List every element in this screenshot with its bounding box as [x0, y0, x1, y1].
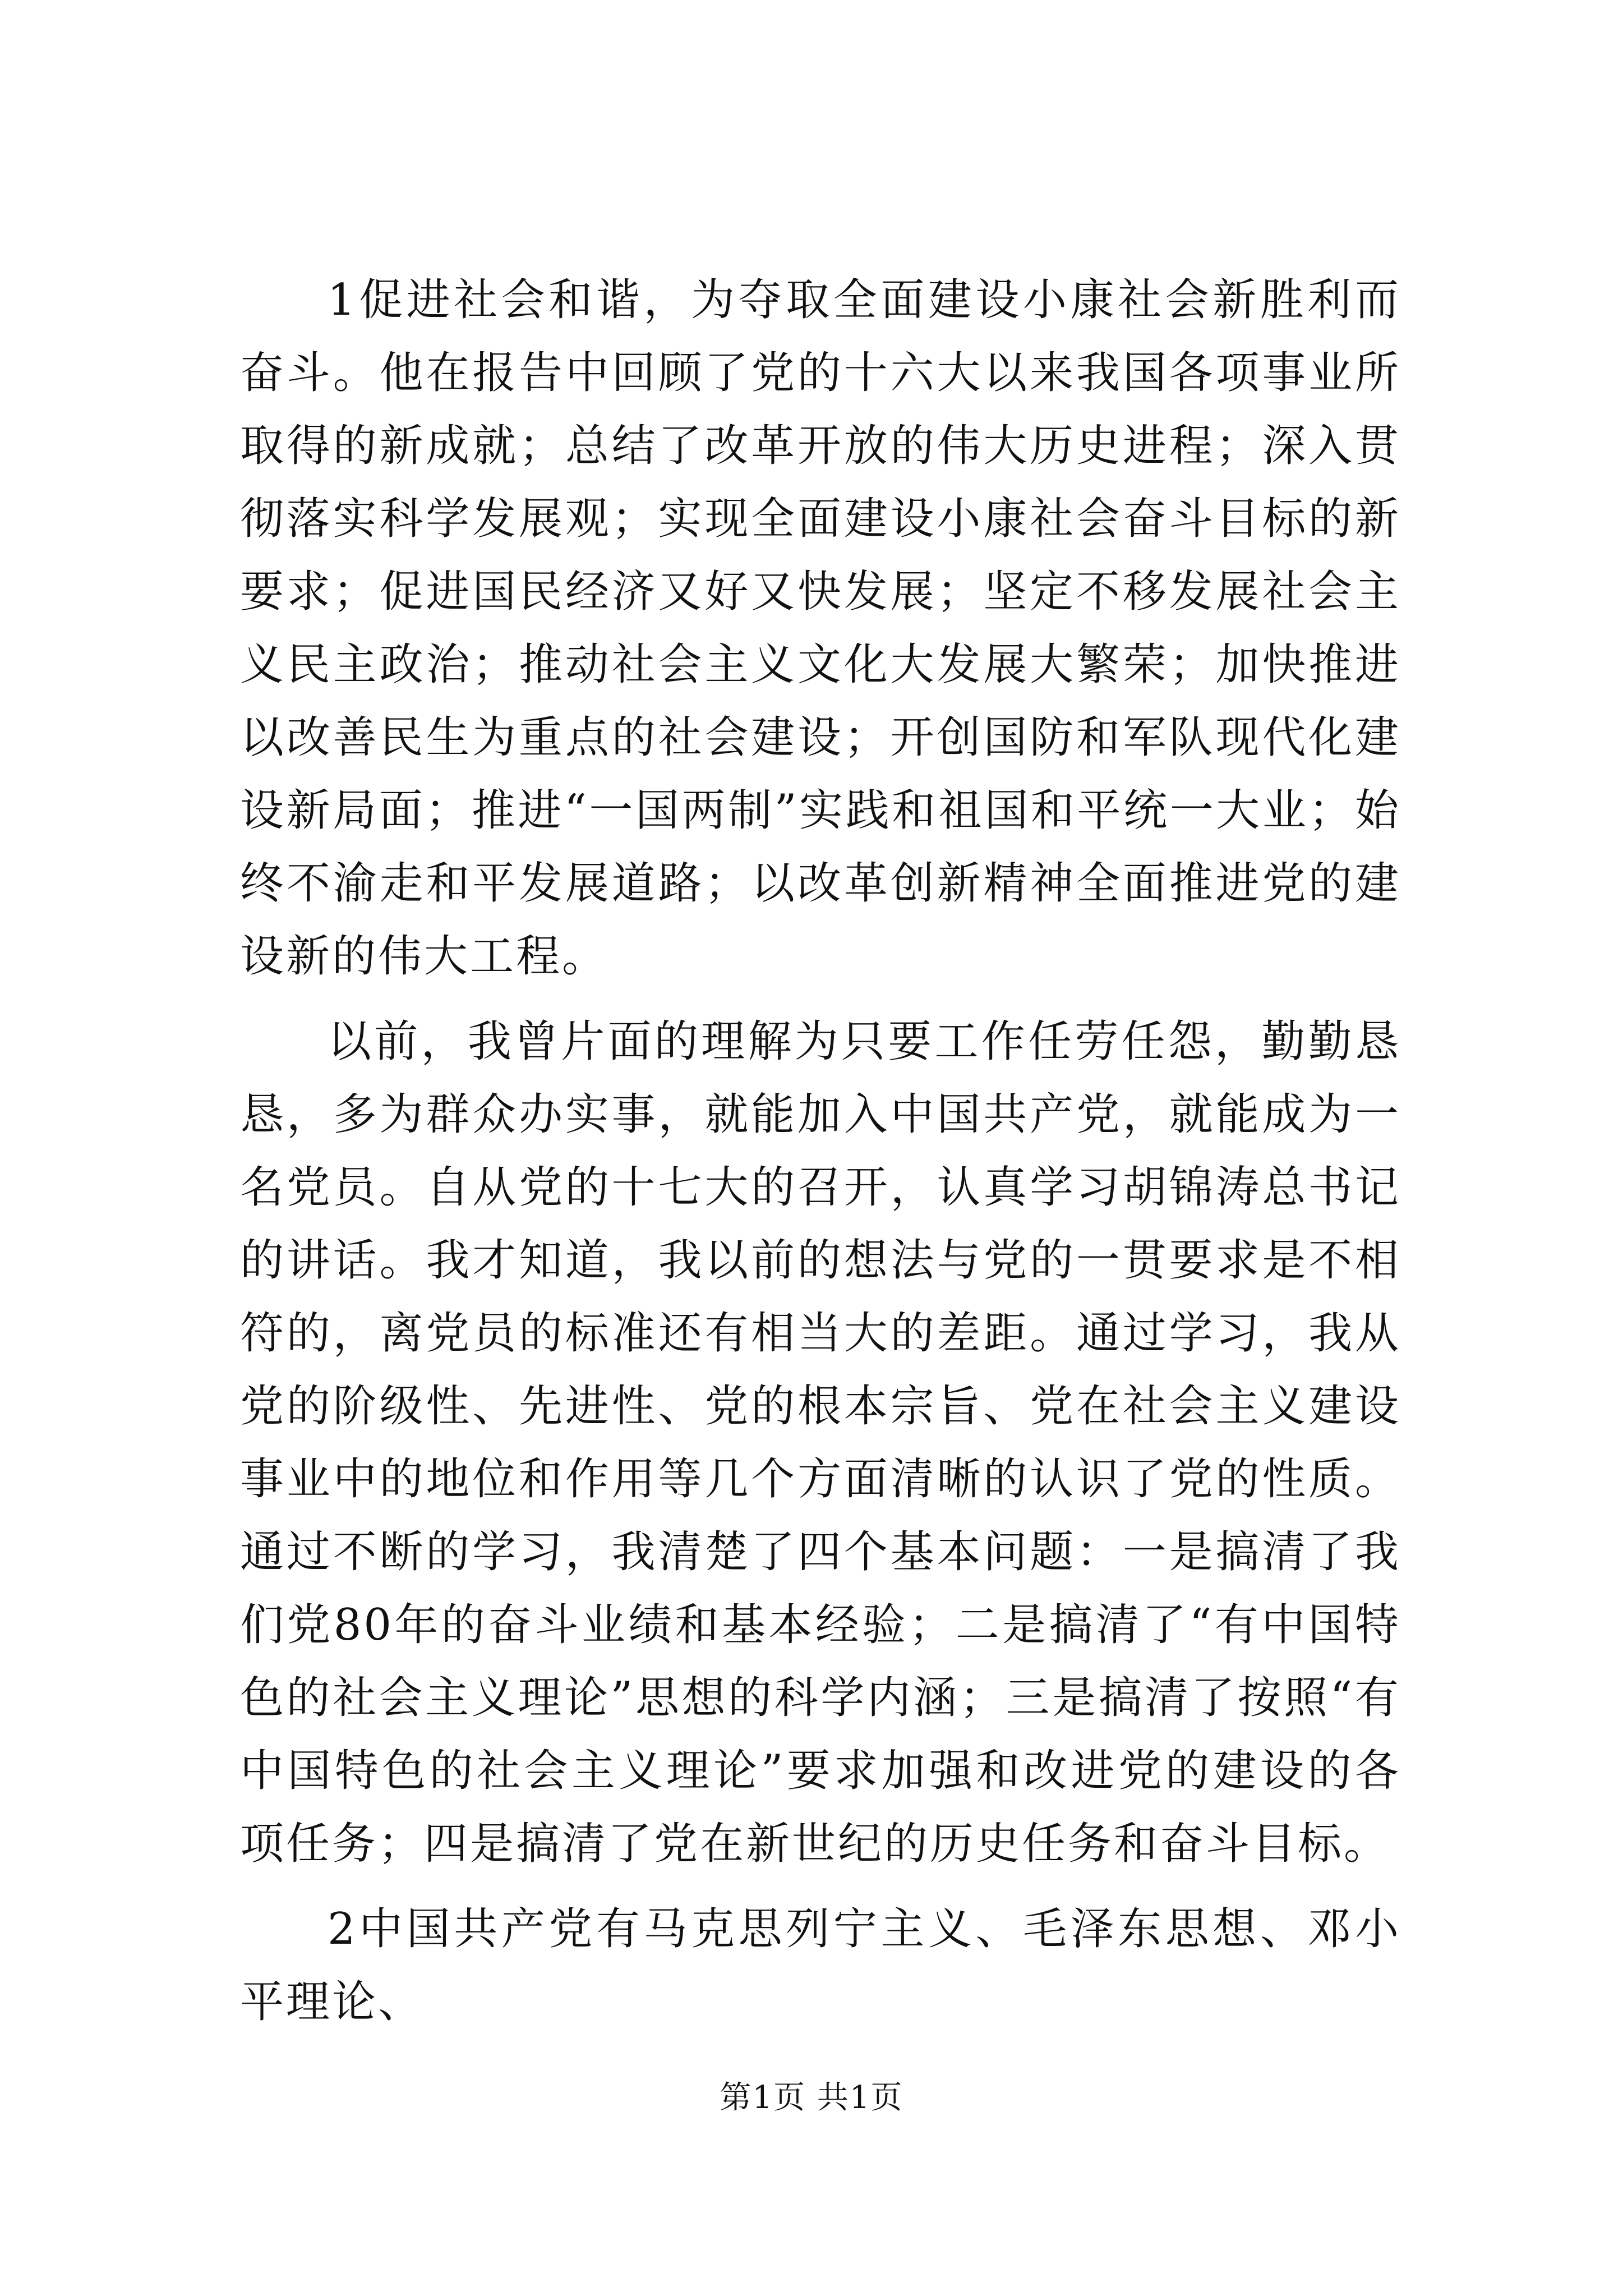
document-body: [240, 264, 1401, 2039]
page-number-label: 第1页 共1页: [720, 2079, 903, 2116]
page-number-footer: [0, 2076, 1623, 2120]
paragraph-3: 2中国共产党有马克思列宁主义、毛泽东思想、邓小平理论、: [240, 1904, 1401, 2027]
paragraph-1: 1促进社会和谐，为夺取全面建设小康社会新胜利而奋斗。他在报告中回顾了党的十六大以来我国各项事业所取得的新成就；总结了改革开放的伟大历史进程；深入贯彻落实科学发展观；实现全面建设小康社会奋斗目标的新要求；促进国民经济又好又快发展；坚定不移发展社会主义民主政治；推动社会主义文化大发展大繁荣；加快推进以改善民生为重点的社会建设；开创国防和军队现代化建设新局面；推进“一国两制”实践和祖国和平统一大业；始终不渝走和平发展道路；以改革创新精神全面推进党的建设新的伟大工程。: [240, 275, 1401, 982]
paragraph-2: 以前，我曾片面的理解为只要工作任劳任怨，勤勤恳恳，多为群众办实事，就能加入中国共产党，就能成为一名党员。自从党的十七大的召开，认真学习胡锦涛总书记的讲话。我才知道，我以前的想法与党的一贯要求是不相符的，离党员的标准还有相当大的差距。通过学习，我从党的阶级性、先进性、党的根本宗旨、党在社会主义建设事业中的地位和作用等几个方面清晰的认识了党的性质。通过不断的学习，我清楚了四个基本问题：一是搞清了我们党80年的奋斗业绩和基本经验；二是搞清了“有中国特色的社会主义理论”思想的科学内涵；三是搞清了按照“有中国特色的社会主义理论”要求加强和改进党的建设的各项任务；四是搞清了党在新世纪的历史任务和奋斗目标。: [240, 1016, 1401, 1869]
